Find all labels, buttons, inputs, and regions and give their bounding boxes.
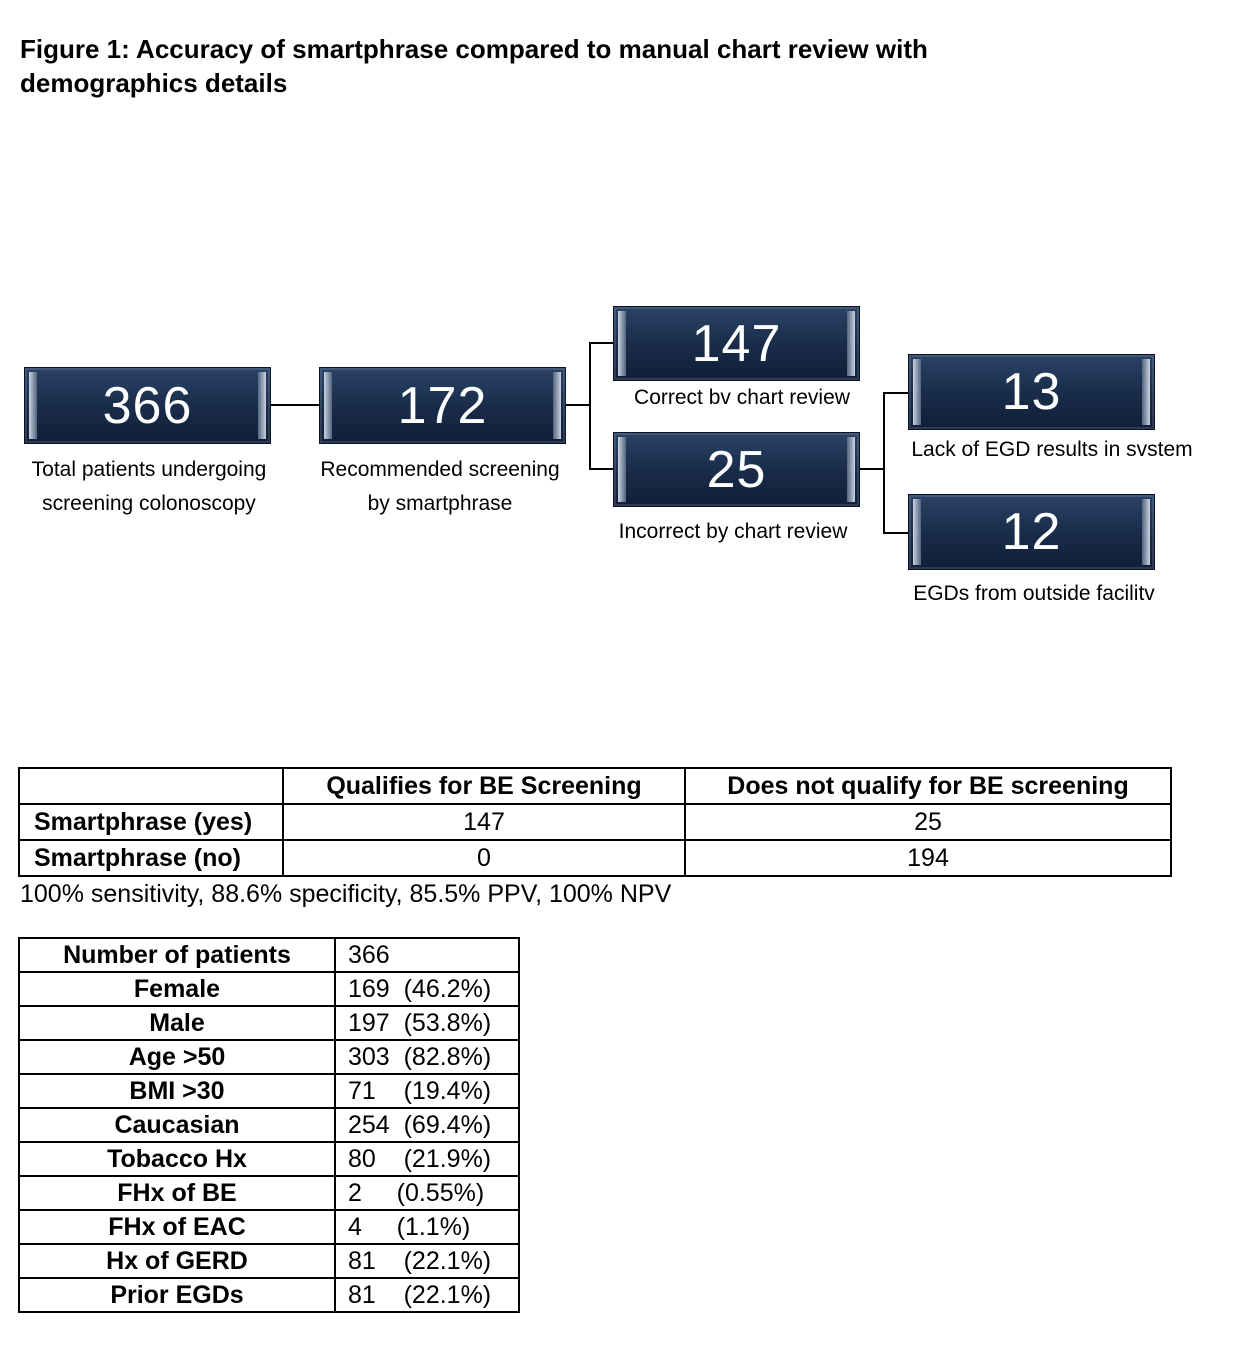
table-row bbox=[19, 1210, 519, 1244]
table-row bbox=[19, 1074, 519, 1108]
cell-value: 254 (69.4%) bbox=[335, 1108, 519, 1142]
cell-value: 303 (82.8%) bbox=[335, 1040, 519, 1074]
demographics-table bbox=[18, 937, 520, 1313]
row-header: Smartphrase (yes) bbox=[19, 804, 283, 840]
row-header: FHx of BE bbox=[19, 1176, 335, 1210]
table-row bbox=[19, 1244, 519, 1278]
lack-egd-results-label: Lack of EGD results in svstem bbox=[911, 438, 1193, 461]
recommended-screening-label-line2: by smartphrase bbox=[367, 492, 513, 515]
lack-egd-results-box bbox=[908, 354, 1155, 430]
row-header: Tobacco Hx bbox=[19, 1142, 335, 1176]
contingency-header-row bbox=[19, 768, 1171, 804]
table-row bbox=[19, 938, 519, 972]
cell-value: 80 (21.9%) bbox=[335, 1142, 519, 1176]
table-row bbox=[19, 840, 1171, 876]
contingency-header-not-qualifies: Does not qualify for BE screening bbox=[685, 768, 1171, 804]
table-row bbox=[19, 804, 1171, 840]
row-header: FHx of EAC bbox=[19, 1210, 335, 1244]
row-header: Female bbox=[19, 972, 335, 1006]
correct-chart-review-value: 147 bbox=[691, 314, 782, 373]
figure-title: Figure 1: Accuracy of smartphrase compared to manual chart review with demographics details bbox=[20, 34, 928, 98]
outside-egd-box bbox=[908, 494, 1155, 570]
row-header: Hx of GERD bbox=[19, 1244, 335, 1278]
row-header: Number of patients bbox=[19, 938, 335, 972]
contingency-table bbox=[18, 767, 1172, 877]
total-patients-box bbox=[24, 367, 271, 444]
recommended-screening-label-line1: Recommended screening bbox=[320, 458, 560, 481]
table-row bbox=[19, 1108, 519, 1142]
table-row bbox=[19, 1278, 519, 1312]
lack-egd-results-value: 13 bbox=[1001, 363, 1062, 421]
row-header: Age >50 bbox=[19, 1040, 335, 1074]
connector-to-correct-incorrect bbox=[590, 343, 614, 469]
row-header: Male bbox=[19, 1006, 335, 1040]
cell-value: 81 (22.1%) bbox=[335, 1278, 519, 1312]
table-row bbox=[19, 1142, 519, 1176]
row-header: Caucasian bbox=[19, 1108, 335, 1142]
contingency-header-qualifies: Qualifies for BE Screening bbox=[283, 768, 685, 804]
row-header: BMI >30 bbox=[19, 1074, 335, 1108]
cell-value: 147 bbox=[283, 804, 685, 840]
cell-value: 0 bbox=[283, 840, 685, 876]
total-patients-value: 366 bbox=[102, 376, 193, 435]
cell-value: 25 bbox=[685, 804, 1171, 840]
accuracy-stats: 100% sensitivity, 88.6% specificity, 85.5% PPV, 100% NPV bbox=[20, 880, 672, 908]
incorrect-chart-review-value: 25 bbox=[706, 440, 767, 499]
contingency-corner-cell bbox=[19, 768, 283, 804]
cell-value: 81 (22.1%) bbox=[335, 1244, 519, 1278]
row-header: Prior EGDs bbox=[19, 1278, 335, 1312]
outside-egd-value: 12 bbox=[1001, 503, 1062, 561]
cell-value: 4 (1.1%) bbox=[335, 1210, 519, 1244]
correct-chart-review-label: Correct bv chart review bbox=[634, 386, 850, 409]
recommended-screening-box bbox=[319, 367, 566, 444]
outside-egd-label: EGDs from outside facilitv bbox=[913, 582, 1155, 605]
correct-chart-review-box bbox=[613, 306, 860, 381]
recommended-screening-label bbox=[300, 453, 580, 521]
table-row bbox=[19, 1040, 519, 1074]
total-patients-label-line2: screening colonoscopy bbox=[42, 492, 256, 515]
total-patients-label bbox=[10, 453, 288, 521]
total-patients-label-line1: Total patients undergoing bbox=[31, 458, 267, 481]
cell-value: 366 bbox=[335, 938, 519, 972]
row-header: Smartphrase (no) bbox=[19, 840, 283, 876]
cell-value: 194 bbox=[685, 840, 1171, 876]
cell-value: 169 (46.2%) bbox=[335, 972, 519, 1006]
incorrect-chart-review-box bbox=[613, 432, 860, 507]
table-row bbox=[19, 1176, 519, 1210]
recommended-screening-value: 172 bbox=[397, 376, 488, 435]
cell-value: 197 (53.8%) bbox=[335, 1006, 519, 1040]
cell-value: 71 (19.4%) bbox=[335, 1074, 519, 1108]
table-row bbox=[19, 972, 519, 1006]
cell-value: 2 (0.55%) bbox=[335, 1176, 519, 1210]
table-row bbox=[19, 1006, 519, 1040]
incorrect-chart-review-label: Incorrect by chart review bbox=[618, 520, 848, 543]
